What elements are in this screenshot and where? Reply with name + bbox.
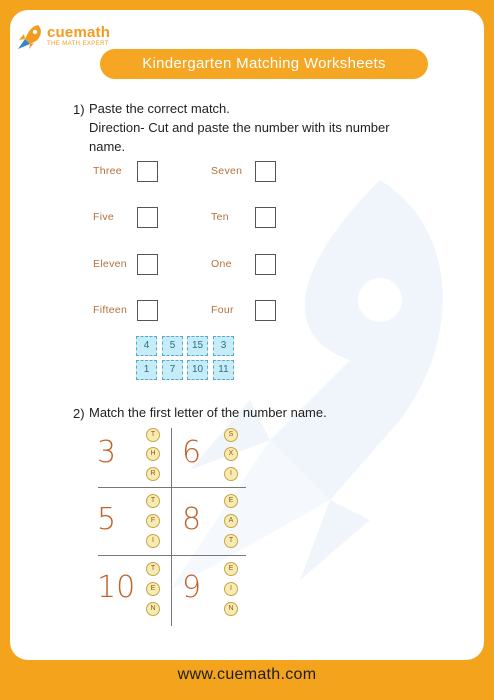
letter-circle[interactable]: I (224, 582, 238, 596)
letter-circle[interactable]: E (224, 562, 238, 576)
answer-box-seven[interactable] (255, 161, 276, 182)
worksheet-page (10, 10, 484, 660)
answer-box-five[interactable] (137, 207, 158, 228)
number-6: 6 (182, 435, 202, 470)
q2-instruction: Match the first letter of the number name. (89, 405, 327, 420)
letter-circle[interactable]: I (146, 534, 160, 548)
letter-circle[interactable]: T (146, 428, 160, 442)
word-one: One (211, 258, 232, 270)
cutout-tile[interactable]: 15 (187, 336, 208, 356)
letter-circle[interactable]: T (146, 562, 160, 576)
cutout-tile[interactable]: 4 (136, 336, 157, 356)
letter-circle[interactable]: E (224, 494, 238, 508)
word-seven: Seven (211, 165, 243, 177)
answer-box-eleven[interactable] (137, 254, 158, 275)
worksheet-title: Kindergarten Matching Worksheets (100, 49, 428, 79)
cutout-tile[interactable]: 3 (213, 336, 234, 356)
letter-circle[interactable]: T (146, 494, 160, 508)
word-five: Five (93, 211, 115, 223)
brand-name: cuemath (47, 24, 111, 41)
cutout-tile[interactable]: 5 (162, 336, 183, 356)
cutout-tile[interactable]: 1 (136, 360, 157, 380)
q1-number: 1) (73, 102, 85, 117)
answer-box-three[interactable] (137, 161, 158, 182)
number-3: 3 (97, 435, 117, 470)
letter-circle[interactable]: E (146, 582, 160, 596)
grid-vertical-line (171, 428, 172, 626)
cutout-tile[interactable]: 11 (213, 360, 234, 380)
footer-url[interactable]: www.cuemath.com (177, 666, 317, 683)
word-four: Four (211, 304, 234, 316)
brand-logo (16, 22, 110, 50)
letter-circle[interactable]: N (224, 602, 238, 616)
brand-tagline: THE MATH EXPERT (47, 41, 109, 47)
letter-circle[interactable]: T (224, 534, 238, 548)
q2-number: 2) (73, 406, 85, 421)
cutout-tile[interactable]: 7 (162, 360, 183, 380)
word-ten: Ten (211, 211, 229, 223)
answer-box-ten[interactable] (255, 207, 276, 228)
q1-instruction: Paste the correct match. (89, 101, 230, 116)
letter-circle[interactable]: S (224, 428, 238, 442)
answer-box-fifteen[interactable] (137, 300, 158, 321)
rocket-logo-icon (16, 22, 44, 50)
answer-box-one[interactable] (255, 254, 276, 275)
number-8: 8 (182, 502, 202, 537)
grid-horizontal-line (98, 555, 246, 556)
answer-box-four[interactable] (255, 300, 276, 321)
rocket-watermark-icon (130, 170, 470, 590)
word-eleven: Eleven (93, 258, 127, 270)
word-fifteen: Fifteen (93, 304, 128, 316)
cutout-tile[interactable]: 10 (187, 360, 208, 380)
letter-circle[interactable]: H (146, 447, 160, 461)
letter-circle[interactable]: R (146, 467, 160, 481)
letter-circle[interactable]: N (146, 602, 160, 616)
number-10: 10 (97, 570, 136, 605)
number-5: 5 (97, 502, 117, 537)
number-9: 9 (182, 570, 202, 605)
letter-circle[interactable]: F (146, 514, 160, 528)
q1-direction: Direction- Cut and paste the number with its number (89, 120, 390, 135)
letter-circle[interactable]: I (224, 467, 238, 481)
word-three: Three (93, 165, 122, 177)
grid-horizontal-line (98, 487, 246, 488)
q1-direction-cont: name. (89, 139, 126, 154)
letter-circle[interactable]: X (224, 447, 238, 461)
letter-circle[interactable]: A (224, 514, 238, 528)
